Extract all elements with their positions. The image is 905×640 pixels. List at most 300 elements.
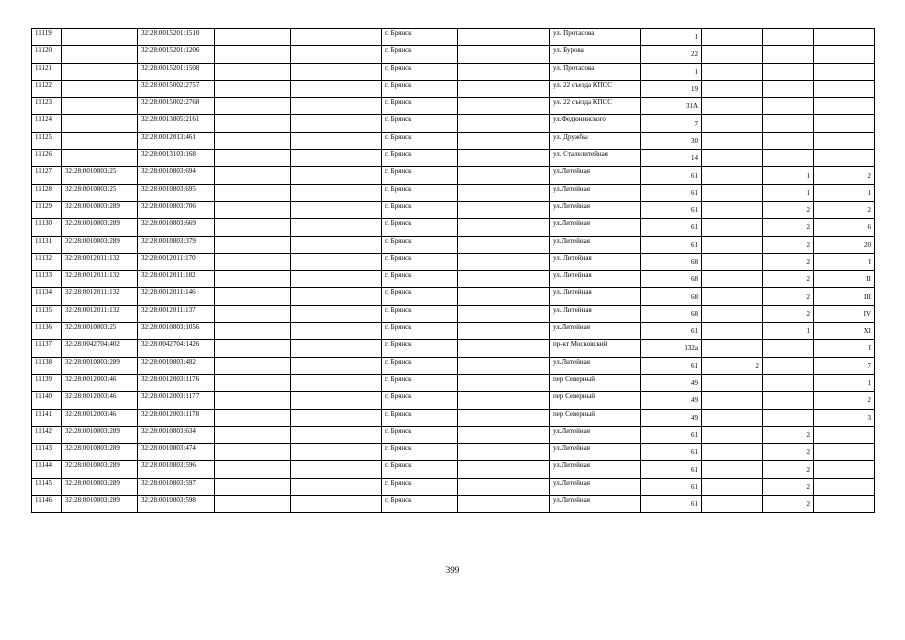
table-row [32,253,875,270]
street-cell: ул.Литейная [550,219,641,236]
table-row [32,305,875,322]
house-number-cell: 68 [641,288,702,305]
blank-cell-6 [458,46,550,63]
row-number-cell: 11133 [32,271,62,288]
blank-cell-6 [458,98,550,115]
blank-cell-3 [215,219,291,236]
floor-cell [763,409,814,426]
row-number-cell: 11126 [32,150,62,167]
blank-cell-3 [215,236,291,253]
house-number-cell: 14 [641,150,702,167]
object-cadastral-number-cell: 32:28:0015201:1206 [138,46,215,63]
blank-cell-3 [215,444,291,461]
blank-cell-3 [215,271,291,288]
blank-cell-6 [458,409,550,426]
city-cell: г. Брянск [382,63,458,80]
building-cell [702,444,763,461]
city-cell: г. Брянск [382,132,458,149]
land-cadastral-number-cell [62,98,138,115]
object-cadastral-number-cell: 32:28:0010803:706 [138,201,215,218]
blank-cell-4 [291,201,382,218]
land-cadastral-number-cell: 32:28:0042704:402 [62,340,138,357]
floor-cell [763,115,814,132]
blank-cell-6 [458,461,550,478]
floor-cell [763,357,814,374]
house-number-cell: 19 [641,80,702,97]
land-cadastral-number-cell: 32:28:0010803:25 [62,184,138,201]
city-cell: г. Брянск [382,271,458,288]
building-cell [702,201,763,218]
floor-cell [763,63,814,80]
street-cell: ул. 22 съезда КПСС [550,80,641,97]
floor-cell: 2 [763,305,814,322]
street-cell: ул. Литейная [550,253,641,270]
street-cell: ул. Протасова [550,63,641,80]
city-cell: г. Брянск [382,167,458,184]
floor-cell [763,98,814,115]
land-cadastral-number-cell: 32:28:0010803:289 [62,461,138,478]
premises-number-cell [814,98,875,115]
building-cell [702,426,763,443]
land-cadastral-number-cell: 32:28:0010803:289 [62,496,138,513]
premises-number-cell: 2 [814,167,875,184]
blank-cell-3 [215,115,291,132]
table-row [32,461,875,478]
blank-cell-6 [458,374,550,391]
land-cadastral-number-cell [62,150,138,167]
row-number-cell: 11129 [32,201,62,218]
city-cell: г. Брянск [382,374,458,391]
street-cell: ул.Литейная [550,444,641,461]
premises-number-cell: 20 [814,236,875,253]
blank-cell-6 [458,323,550,340]
object-cadastral-number-cell: 32:28:0010803:482 [138,357,215,374]
building-cell [702,323,763,340]
building-cell [702,184,763,201]
floor-cell: 2 [763,426,814,443]
building-cell [702,150,763,167]
object-cadastral-number-cell: 32:28:0012003:1178 [138,409,215,426]
object-cadastral-number-cell: 32:28:0015201:1508 [138,63,215,80]
table-row [32,219,875,236]
blank-cell-3 [215,46,291,63]
premises-number-cell [814,150,875,167]
premises-number-cell [814,478,875,495]
object-cadastral-number-cell: 32:28:0015201:1510 [138,29,215,46]
floor-cell: 2 [763,444,814,461]
row-number-cell: 11140 [32,392,62,409]
blank-cell-3 [215,340,291,357]
floor-cell [763,150,814,167]
premises-number-cell [814,46,875,63]
row-number-cell: 11130 [32,219,62,236]
floor-cell: 2 [763,219,814,236]
object-cadastral-number-cell: 32:28:0010803:597 [138,478,215,495]
blank-cell-3 [215,426,291,443]
house-number-cell: 61 [641,444,702,461]
blank-cell-6 [458,271,550,288]
row-number-cell: 11145 [32,478,62,495]
blank-cell-6 [458,340,550,357]
premises-number-cell [814,115,875,132]
row-number-cell: 11144 [32,461,62,478]
blank-cell-6 [458,305,550,322]
row-number-cell: 11121 [32,63,62,80]
city-cell: г. Брянск [382,29,458,46]
house-number-cell: 61 [641,219,702,236]
land-cadastral-number-cell: 32:28:0012011:132 [62,305,138,322]
street-cell: ул.Литейная [550,167,641,184]
blank-cell-6 [458,236,550,253]
row-number-cell: 11119 [32,29,62,46]
blank-cell-3 [215,357,291,374]
city-cell: г. Брянск [382,323,458,340]
table-row [32,201,875,218]
table-row [32,98,875,115]
table-row [32,236,875,253]
blank-cell-4 [291,219,382,236]
blank-cell-4 [291,392,382,409]
blank-cell-3 [215,132,291,149]
floor-cell: 2 [763,236,814,253]
object-cadastral-number-cell: 32:28:0010803:474 [138,444,215,461]
house-number-cell: 49 [641,374,702,391]
premises-number-cell: 7 [814,357,875,374]
table-row [32,184,875,201]
row-number-cell: 11143 [32,444,62,461]
object-cadastral-number-cell: 32:28:0012011:182 [138,271,215,288]
street-cell: ул.Литейная [550,426,641,443]
object-cadastral-number-cell: 32:28:0010803:379 [138,236,215,253]
city-cell: г. Брянск [382,305,458,322]
city-cell: г. Брянск [382,496,458,513]
land-cadastral-number-cell: 32:28:0012003:46 [62,374,138,391]
land-cadastral-number-cell: 32:28:0010803:289 [62,444,138,461]
street-cell: ул.Литейная [550,236,641,253]
blank-cell-6 [458,478,550,495]
city-cell: г. Брянск [382,444,458,461]
row-number-cell: 11125 [32,132,62,149]
blank-cell-6 [458,184,550,201]
blank-cell-3 [215,63,291,80]
blank-cell-4 [291,478,382,495]
city-cell: г. Брянск [382,426,458,443]
row-number-cell: 11136 [32,323,62,340]
building-cell [702,288,763,305]
city-cell: г. Брянск [382,236,458,253]
house-number-cell: 49 [641,392,702,409]
house-number-cell: 61 [641,167,702,184]
street-cell: ул.Литейная [550,478,641,495]
premises-number-cell: 6 [814,219,875,236]
land-cadastral-number-cell [62,115,138,132]
blank-cell-4 [291,46,382,63]
house-number-cell: 61 [641,184,702,201]
house-number-cell: 7 [641,115,702,132]
building-cell [702,29,763,46]
registry-table [31,28,875,513]
street-cell: пр-кт Московский [550,340,641,357]
building-cell [702,496,763,513]
floor-cell [763,29,814,46]
blank-cell-3 [215,288,291,305]
blank-cell-6 [458,392,550,409]
building-cell [702,271,763,288]
house-number-cell: 61 [641,461,702,478]
city-cell: г. Брянск [382,253,458,270]
premises-number-cell [814,80,875,97]
house-number-cell: 61 [641,357,702,374]
city-cell: г. Брянск [382,357,458,374]
object-cadastral-number-cell: 32:28:0042704:1426 [138,340,215,357]
object-cadastral-number-cell: 32:28:0012013:461 [138,132,215,149]
blank-cell-6 [458,167,550,184]
land-cadastral-number-cell: 32:28:0010803:289 [62,236,138,253]
building-cell [702,219,763,236]
building-cell [702,374,763,391]
blank-cell-6 [458,288,550,305]
object-cadastral-number-cell: 32:28:0013103:168 [138,150,215,167]
city-cell: г. Брянск [382,115,458,132]
city-cell: г. Брянск [382,340,458,357]
premises-number-cell: II [814,271,875,288]
house-number-cell: 30 [641,132,702,149]
blank-cell-6 [458,201,550,218]
blank-cell-6 [458,29,550,46]
house-number-cell: 61 [641,201,702,218]
table-row [32,167,875,184]
blank-cell-4 [291,340,382,357]
land-cadastral-number-cell: 32:28:0012003:46 [62,392,138,409]
premises-number-cell: I [814,253,875,270]
object-cadastral-number-cell: 32:28:0015002:2757 [138,80,215,97]
object-cadastral-number-cell: 32:28:0012003:1177 [138,392,215,409]
blank-cell-4 [291,444,382,461]
blank-cell-4 [291,63,382,80]
table-row [32,340,875,357]
house-number-cell: 61 [641,323,702,340]
floor-cell: 1 [763,184,814,201]
object-cadastral-number-cell: 32:28:0010803:1056 [138,323,215,340]
object-cadastral-number-cell: 32:28:0010803:596 [138,461,215,478]
street-cell: пер Северный [550,392,641,409]
floor-cell: 2 [763,201,814,218]
blank-cell-4 [291,461,382,478]
blank-cell-3 [215,374,291,391]
street-cell: ул. Литейная [550,305,641,322]
city-cell: г. Брянск [382,219,458,236]
table-row [32,271,875,288]
city-cell: г. Брянск [382,461,458,478]
blank-cell-3 [215,305,291,322]
city-cell: г. Брянск [382,184,458,201]
object-cadastral-number-cell: 32:28:0010803:694 [138,167,215,184]
blank-cell-6 [458,150,550,167]
building-cell [702,63,763,80]
blank-cell-4 [291,374,382,391]
premises-number-cell [814,496,875,513]
table-row [32,132,875,149]
house-number-cell: 61 [641,236,702,253]
object-cadastral-number-cell: 32:28:0015002:2768 [138,98,215,115]
table-row [32,409,875,426]
house-number-cell: 1 [641,63,702,80]
premises-number-cell: 1 [814,374,875,391]
building-cell [702,98,763,115]
row-number-cell: 11137 [32,340,62,357]
land-cadastral-number-cell: 32:28:0010803:289 [62,478,138,495]
table-row [32,63,875,80]
row-number-cell: 11134 [32,288,62,305]
building-cell [702,132,763,149]
building-cell [702,115,763,132]
city-cell: г. Брянск [382,478,458,495]
city-cell: г. Брянск [382,98,458,115]
street-cell: ул.Литейная [550,357,641,374]
house-number-cell: 31А [641,98,702,115]
land-cadastral-number-cell: 32:28:0010803:25 [62,167,138,184]
building-cell [702,80,763,97]
blank-cell-3 [215,323,291,340]
building-cell [702,461,763,478]
premises-number-cell [814,461,875,478]
row-number-cell: 11120 [32,46,62,63]
premises-number-cell [814,29,875,46]
premises-number-cell [814,132,875,149]
land-cadastral-number-cell: 32:28:0012011:132 [62,253,138,270]
city-cell: г. Брянск [382,392,458,409]
building-cell [702,340,763,357]
city-cell: г. Брянск [382,46,458,63]
blank-cell-6 [458,132,550,149]
building-cell [702,409,763,426]
table-row [32,29,875,46]
table-row [32,46,875,63]
land-cadastral-number-cell: 32:28:0010803:289 [62,426,138,443]
table-row [32,80,875,97]
blank-cell-6 [458,115,550,132]
floor-cell: 1 [763,323,814,340]
object-cadastral-number-cell: 32:28:0013805:2161 [138,115,215,132]
blank-cell-4 [291,496,382,513]
building-cell [702,305,763,322]
blank-cell-3 [215,496,291,513]
city-cell: г. Брянск [382,409,458,426]
street-cell: ул.Литейная [550,461,641,478]
object-cadastral-number-cell: 32:28:0010803:669 [138,219,215,236]
table-body [32,29,875,513]
blank-cell-6 [458,496,550,513]
city-cell: г. Брянск [382,150,458,167]
blank-cell-6 [458,63,550,80]
object-cadastral-number-cell: 32:28:0010803:634 [138,426,215,443]
city-cell: г. Брянск [382,201,458,218]
row-number-cell: 11135 [32,305,62,322]
table-row [32,426,875,443]
blank-cell-4 [291,98,382,115]
row-number-cell: 11132 [32,253,62,270]
row-number-cell: 11128 [32,184,62,201]
land-cadastral-number-cell [62,80,138,97]
premises-number-cell: I [814,340,875,357]
blank-cell-4 [291,357,382,374]
blank-cell-3 [215,184,291,201]
blank-cell-3 [215,150,291,167]
blank-cell-3 [215,392,291,409]
blank-cell-6 [458,219,550,236]
blank-cell-4 [291,253,382,270]
street-cell: ул. Литейная [550,271,641,288]
premises-number-cell: IV [814,305,875,322]
blank-cell-3 [215,80,291,97]
building-cell [702,392,763,409]
object-cadastral-number-cell: 32:28:0010803:695 [138,184,215,201]
object-cadastral-number-cell: 32:28:0012011:146 [138,288,215,305]
street-cell: пер Северный [550,374,641,391]
blank-cell-3 [215,461,291,478]
row-number-cell: 11141 [32,409,62,426]
street-cell: ул. Литейная [550,288,641,305]
land-cadastral-number-cell: 32:28:0012011:132 [62,271,138,288]
house-number-cell: 61 [641,496,702,513]
blank-cell-3 [215,253,291,270]
row-number-cell: 11123 [32,98,62,115]
table-row [32,115,875,132]
land-cadastral-number-cell [62,132,138,149]
page-number: 399 [445,565,460,575]
city-cell: г. Брянск [382,288,458,305]
land-cadastral-number-cell: 32:28:0010803:289 [62,219,138,236]
floor-cell [763,374,814,391]
floor-cell [763,132,814,149]
street-cell: пер Северный [550,409,641,426]
house-number-cell: 1 [641,29,702,46]
row-number-cell: 11139 [32,374,62,391]
blank-cell-4 [291,236,382,253]
building-cell: 2 [702,357,763,374]
city-cell: г. Брянск [382,80,458,97]
blank-cell-4 [291,167,382,184]
building-cell [702,236,763,253]
blank-cell-4 [291,115,382,132]
floor-cell: 2 [763,271,814,288]
land-cadastral-number-cell: 32:28:0010803:25 [62,323,138,340]
floor-cell: 2 [763,496,814,513]
object-cadastral-number-cell: 32:28:0012011:137 [138,305,215,322]
premises-number-cell [814,63,875,80]
blank-cell-3 [215,98,291,115]
house-number-cell: 68 [641,271,702,288]
blank-cell-4 [291,150,382,167]
building-cell [702,478,763,495]
row-number-cell: 11131 [32,236,62,253]
blank-cell-4 [291,409,382,426]
land-cadastral-number-cell: 32:28:0010803:289 [62,201,138,218]
blank-cell-3 [215,201,291,218]
premises-number-cell: III [814,288,875,305]
table-row [32,150,875,167]
table-row [32,496,875,513]
street-cell: ул. Сталелитейная [550,150,641,167]
land-cadastral-number-cell: 32:28:0010803:289 [62,357,138,374]
blank-cell-4 [291,80,382,97]
row-number-cell: 11127 [32,167,62,184]
premises-number-cell: 1 [814,184,875,201]
premises-number-cell [814,426,875,443]
table-row [32,357,875,374]
premises-number-cell [814,444,875,461]
blank-cell-4 [291,29,382,46]
